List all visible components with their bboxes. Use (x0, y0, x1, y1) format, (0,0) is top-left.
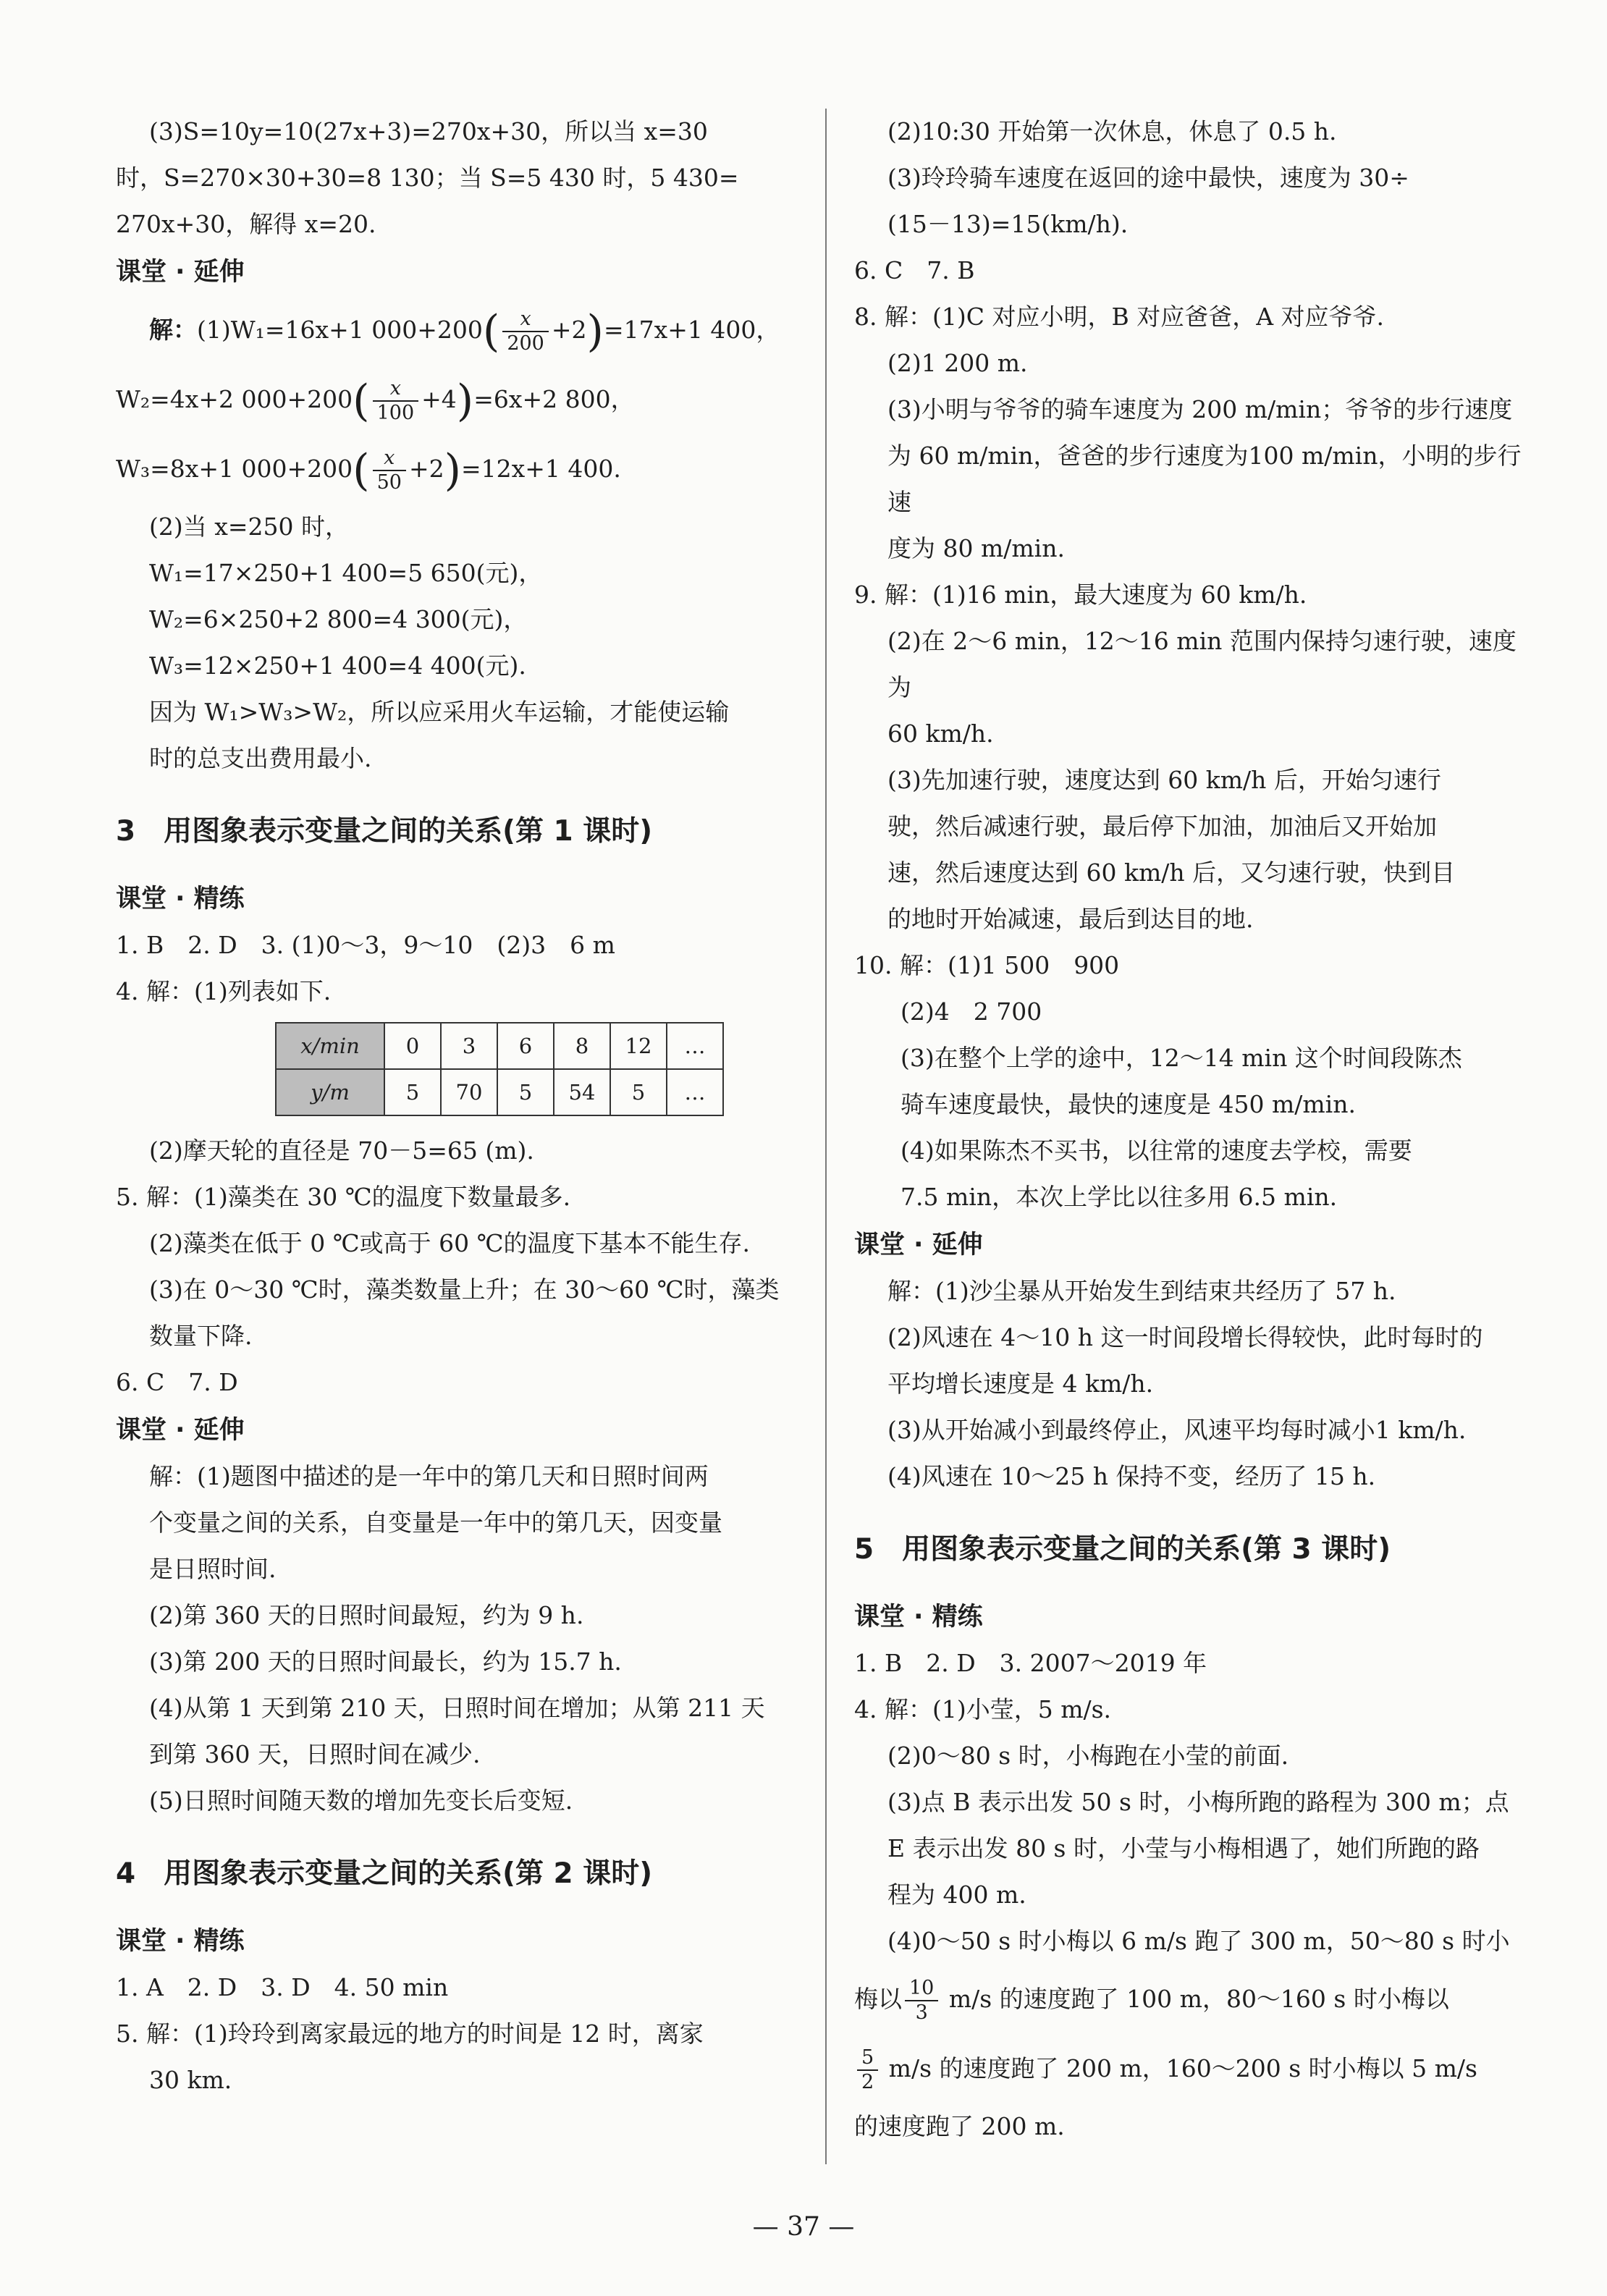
text-line: 因为 W₁>W₃>W₂，所以应采用火车运输，才能使运输 (149, 698, 730, 726)
text-line: (2)4 2 700 (900, 997, 1042, 1026)
section-title: 3 用图象表示变量之间的关系(第 1 课时) (116, 815, 653, 848)
section-heading: 课堂 · 延伸 (116, 258, 245, 287)
answer-line: 10. 解：(1)1 500 900 (854, 951, 1120, 979)
text-line: 到第 360 天，日照时间在减少. (149, 1740, 481, 1768)
text-line: 解：(1)沙尘暴从开始发生到结束共经历了 57 h. (887, 1277, 1396, 1305)
text-line: 数量下降. (149, 1322, 253, 1350)
formula-w1: 解：(1)W₁=16x+1 000+200( $\frac{x}{200}$ +2)=17x+1 400， (149, 306, 780, 357)
text-line: (2)藻类在低于 0 ℃或高于 60 ℃的温度下基本不能生存. (149, 1229, 751, 1257)
text-line: (4)从第 1 天到第 210 天，日照时间在增加；从第 211 天 (149, 1694, 765, 1722)
fraction: $\frac{5}{2}$ (857, 2046, 878, 2094)
table-cell: … (667, 1023, 723, 1069)
answer-line: 5. 解：(1)玲玲到离家最远的地方的时间是 12 时，离家 (116, 2019, 704, 2048)
column-divider (825, 109, 827, 2164)
text-line: E 表示出发 80 s 时，小莹与小梅相遇了，她们所跑的路 (887, 1834, 1480, 1862)
text-line: 的速度跑了 200 m. (854, 2112, 1065, 2140)
section-heading: 课堂 · 精练 (116, 885, 245, 913)
answer-line: 9. 解：(1)16 min，最大速度为 60 km/h. (854, 581, 1307, 609)
answer-line: 5. 解：(1)藻类在 30 ℃的温度下数量最多. (116, 1183, 571, 1211)
left-column (116, 109, 789, 2103)
formula-w3: W₃=8x+1 000+200( $\frac{x}{50}$ +2)=12x+1 400. (116, 445, 621, 496)
w1-part-a: (1)W₁=16x+1 000+200 (197, 316, 483, 344)
table-row (276, 1023, 723, 1069)
section-heading: 课堂 · 延伸 (854, 1231, 983, 1259)
text-line: 速，然后速度达到 60 km/h 后，又匀速行驶，快到目 (887, 858, 1456, 887)
fraction-line: 梅以 $\frac{10}{3}$ m/s 的速度跑了 100 m，80～160 s 时小梅以 (854, 1977, 1449, 2024)
text-line: (4)如果陈杰不买书，以往常的速度去学校，需要 (900, 1136, 1412, 1165)
text-line: 个变量之间的关系，自变量是一年中的第几天，因变量 (149, 1508, 722, 1537)
fraction: $\frac{10}{3}$ (905, 1977, 938, 2025)
page-number: — 37 — (752, 2212, 855, 2242)
table-cell: 3 (441, 1023, 497, 1069)
text-line: 时的总支出费用最小. (149, 744, 372, 772)
text-line: (3)第 200 天的日照时间最长，约为 15.7 h. (149, 1647, 622, 1676)
table-cell: … (667, 1069, 723, 1115)
text-line: (3)点 B 表示出发 50 s 时，小梅所跑的路程为 300 m；点 (887, 1788, 1509, 1816)
text-line: (3)S=10y=10(27x+3)=270x+30，所以当 x=30 (149, 117, 708, 145)
text-line: (2)1 200 m. (887, 349, 1028, 377)
text-line: W₁=17×250+1 400=5 650(元)， (149, 559, 543, 587)
table-cell: 54 (554, 1069, 610, 1115)
text-line: (2)风速在 4～10 h 这一时间段增长得较快，此时每时的 (887, 1323, 1483, 1351)
answer-line: 1. B 2. D 3. 2007～2019 年 (854, 1649, 1207, 1677)
table-cell: 8 (554, 1023, 610, 1069)
text-line: 驶，然后减速行驶，最后停下加油，加油后又开始加 (887, 812, 1437, 840)
text-line: W₂=6×250+2 800=4 300(元)， (149, 605, 528, 633)
text-line: (5)日照时间随天数的增加先变长后变短. (149, 1786, 573, 1815)
text-line: (3)在整个上学的途中，12～14 min 这个时间段陈杰 (900, 1044, 1462, 1072)
answer-line: 8. 解：(1)C 对应小明，B 对应爸爸，A 对应爷爷. (854, 303, 1385, 331)
text-line: W₃=12×250+1 400=4 400(元). (149, 651, 526, 680)
text-line: (4)风速在 10～25 h 保持不变，经历了 15 h. (887, 1462, 1376, 1490)
text-line: 程为 400 m. (887, 1881, 1026, 1909)
text-line: (2)10:30 开始第一次休息，休息了 0.5 h. (887, 117, 1337, 145)
table-cell: 70 (441, 1069, 497, 1115)
text-line: 是日照时间. (149, 1555, 277, 1583)
answer-line: 6. C 7. B (854, 256, 975, 284)
fraction-line: $\frac{5}{2}$ m/s 的速度跑了 200 m，160～200 s 时小梅以 5 m/s (854, 2034, 1535, 2103)
table-row (276, 1069, 723, 1115)
text-line: (3)先加速行驶，速度达到 60 km/h 后，开始匀速行 (887, 766, 1441, 794)
fraction: $\frac{x}{100}$ (373, 377, 419, 425)
answer-line: 1. A 2. D 3. D 4. 50 min (116, 1973, 449, 2001)
fraction: $\frac{x}{200}$ (502, 308, 549, 355)
table-cell: 6 (497, 1023, 554, 1069)
answer-line: 4. 解：(1)列表如下. (116, 977, 332, 1005)
section-heading: 课堂 · 延伸 (116, 1416, 245, 1445)
solve-label: 解： (149, 316, 197, 344)
text-line: 为 60 m/min，爸爸的步行速度为100 m/min，小明的步行速 (887, 442, 1522, 516)
text-line: (2)摩天轮的直径是 70－5=65 (m). (149, 1136, 534, 1165)
text-line: (2)第 360 天的日照时间最短，约为 9 h. (149, 1601, 584, 1629)
table-cell: 0 (384, 1023, 441, 1069)
text-line: (4)0～50 s 时小梅以 6 m/s 跑了 300 m，50～80 s 时小 (887, 1927, 1510, 1955)
table-cell: 5 (497, 1069, 554, 1115)
text-line: 时，S=270×30+30=8 130；当 S=5 430 时，5 430= (116, 164, 739, 192)
fraction: $\frac{x}{50}$ (373, 447, 406, 494)
answer-line: 6. C 7. D (116, 1368, 238, 1396)
table-cell: 12 (610, 1023, 667, 1069)
section-title: 4 用图象表示变量之间的关系(第 2 课时) (116, 1857, 653, 1890)
table-cell: x/min (276, 1023, 384, 1069)
section-heading: 课堂 · 精练 (854, 1603, 983, 1632)
text-line: (2)0～80 s 时，小梅跑在小莹的前面. (887, 1742, 1289, 1770)
text-line: 60 km/h. (887, 719, 994, 748)
answer-line: 1. B 2. D 3. (1)0～3，9～10 (2)3 6 m (116, 931, 615, 959)
text-line: 7.5 min，本次上学比以往多用 6.5 min. (900, 1183, 1338, 1211)
right-column (854, 109, 1535, 2150)
answer-line: 4. 解：(1)小莹，5 m/s. (854, 1695, 1112, 1723)
text-line: (3)玲玲骑车速度在返回的途中最快，速度为 30÷ (887, 164, 1409, 192)
text-line: (2)在 2～6 min，12～16 min 范围内保持匀速行驶，速度为 (887, 627, 1517, 701)
text-line: (3)从开始减小到最终停止，风速平均每时减小1 km/h. (887, 1416, 1467, 1444)
text-line: 骑车速度最快，最快的速度是 450 m/min. (900, 1090, 1356, 1118)
data-table (275, 1022, 724, 1116)
text-line: (15－13)=15(km/h). (887, 210, 1129, 238)
table-cell: y/m (276, 1069, 384, 1115)
text-line: (2)当 x=250 时， (149, 512, 349, 541)
text-line: 的地时开始减速，最后到达目的地. (887, 905, 1254, 933)
formula-w2: W₂=4x+2 000+200( $\frac{x}{100}$ +4)=6x+2 800， (116, 376, 635, 426)
table-cell: 5 (610, 1069, 667, 1115)
table-cell: 5 (384, 1069, 441, 1115)
text-line: 平均增长速度是 4 km/h. (887, 1369, 1154, 1398)
text-line: 30 km. (149, 2066, 232, 2094)
text-line: 解：(1)题图中描述的是一年中的第几天和日照时间两 (149, 1462, 709, 1490)
section-heading: 课堂 · 精练 (116, 1927, 245, 1956)
text-line: 度为 80 m/min. (887, 534, 1065, 562)
text-line: (3)在 0～30 ℃时，藻类数量上升；在 30～60 ℃时，藻类 (149, 1275, 780, 1304)
text-line: 270x+30，解得 x=20. (116, 210, 376, 238)
section-title: 5 用图象表示变量之间的关系(第 3 课时) (854, 1533, 1391, 1566)
text-line: (3)小明与爷爷的骑车速度为 200 m/min；爷爷的步行速度 (887, 395, 1513, 423)
